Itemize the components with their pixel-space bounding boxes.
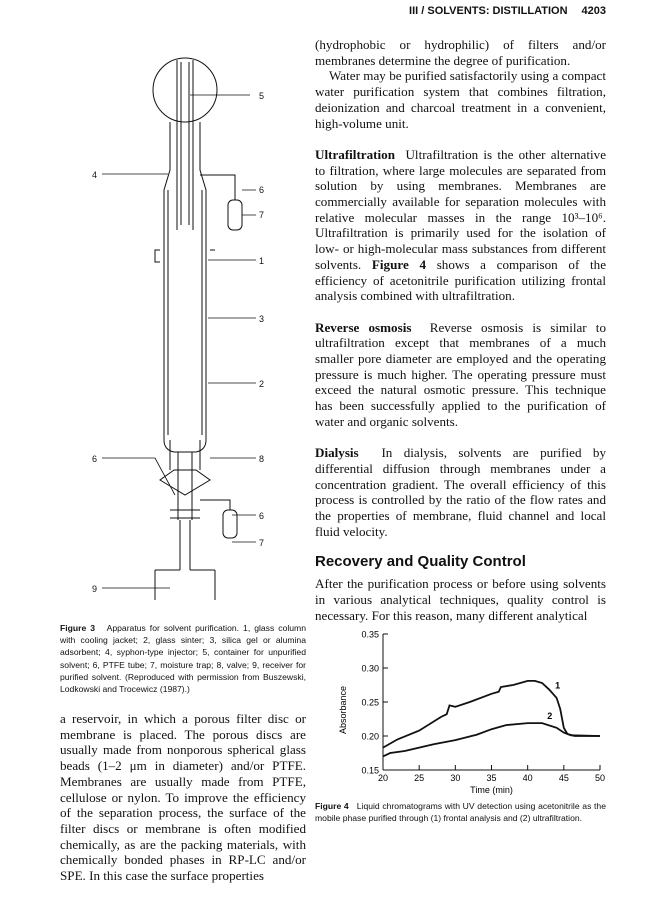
caption-text: Liquid chromatograms with UV detection using acetonitrile as the mobile phase purified through (1) frontal analysis and (2) ultrafiltration.	[315, 801, 606, 824]
subheading: Ultrafiltration	[315, 146, 395, 162]
x-tick-label: 25	[414, 773, 425, 783]
text: Ultrafiltration is the other alternative to filtration, where large molecules are separated from solution by using membranes. Membranes are commercially available for separation molecules with relative molecular masses in the range 10³–10⁶. Ultrafiltration is primarily used for the isolation of low- or high-molecular mass substances from different solvents.	[315, 146, 607, 272]
fig3-label: 7	[259, 538, 265, 548]
caption-label: Figure 3	[60, 623, 96, 633]
series-line-1	[383, 681, 600, 748]
fig3-label: 6	[259, 185, 265, 195]
y-axis-label: Absorbance	[338, 685, 348, 735]
paragraph-dialysis	[315, 445, 606, 539]
subheading: Dialysis	[315, 445, 359, 461]
fig3-label: 5	[259, 91, 265, 101]
x-axis-label: Time (min)	[470, 785, 513, 795]
fig3-label: 7	[259, 210, 265, 220]
series-label: 1	[555, 680, 561, 691]
x-tick-label: 50	[594, 773, 606, 783]
x-tick-label: 45	[558, 773, 569, 783]
running-header	[395, 5, 606, 17]
fig3-label: 3	[259, 314, 265, 324]
x-tick-label: 20	[377, 773, 389, 783]
left-column	[60, 711, 306, 884]
y-tick-label: 0.25	[361, 697, 379, 708]
text: shows a comparison of the efficiency of acetonitrile purification utilizing frontal analysis combined with ultrafiltration.	[315, 256, 607, 304]
figure4-chart	[310, 620, 610, 800]
y-tick-label: 0.15	[361, 765, 379, 776]
fig3-label: 4	[92, 170, 98, 180]
subheading: Reverse osmosis	[315, 319, 412, 335]
fig3-label: 6	[259, 511, 265, 521]
paragraph: Water may be purified satisfactorily using a compact water purification system that combines filtration, deionization and charcoal treatment in a convenient, high-volume unit.	[315, 68, 606, 131]
caption-label: Figure 4	[315, 801, 349, 811]
text: Reverse osmosis is similar to ultrafiltration except that membranes of a much smaller pore diameter are employed and the operating pressure is much higher. The operating pressure must exceed the natural osmotic pressure. This technique has been successfully applied to the purification of water and organic solvents.	[315, 319, 606, 429]
fig3-label: 8	[259, 454, 265, 464]
caption-text: Apparatus for solvent purification. 1, glass column with cooling jacket; 2, glass sinter; 3, silica gel or alumina adsorbent; 4, syphon-type injector; 5, container for unpurified solvent; 6, PTFE tube; 7, moisture trap; 8, valve; 9, receiver for purified solvent. (Reproduced with permission from Buszewski, Lodkowski and Trocewicz (1987).)	[60, 623, 306, 695]
series-label: 2	[547, 711, 553, 721]
figure3-apparatus	[60, 40, 310, 600]
text: In dialysis, solvents are purified by differential diffusion through membranes under a concentration gradient. The overall efficiency of this process is controlled by the ratio of the flow rates and the properties of membrane, fluid channel and local fluid velocity.	[315, 445, 606, 539]
header-section: III / SOLVENTS: DISTILLATION	[409, 5, 568, 17]
series-line-2	[383, 723, 600, 756]
figure-ref: Figure 4	[371, 256, 426, 272]
right-column	[315, 37, 606, 624]
page-number: 4203	[581, 5, 606, 17]
section-title: Recovery and Quality Control	[315, 553, 526, 571]
y-tick-label: 0.30	[361, 663, 379, 674]
y-tick-label: 0.20	[361, 731, 379, 742]
paragraph: a reservoir, in which a porous filter disc or membrane is placed. The porous discs are usually made from nonporous spherical glass beads (1–2 μm in diameter) and/or PTFE. Membranes are usually made from PTFE, cellulose or nylon. To improve the efficiency of the separation process, the surface of the filter discs or membrane is often modified chemically, as are the packing materials, with chemically bonded phases in RP-LC and/or SPE. In this case the surface properties	[60, 711, 306, 884]
fig3-label: 9	[92, 584, 98, 594]
paragraph-ultrafiltration	[315, 147, 606, 304]
figure4-caption	[315, 800, 606, 824]
fig3-label: 1	[259, 256, 265, 266]
figure3-caption	[60, 622, 306, 695]
x-tick-label: 30	[450, 773, 461, 783]
x-tick-label: 40	[522, 773, 533, 783]
x-tick-label: 35	[486, 773, 497, 783]
fig3-label: 6	[92, 454, 98, 464]
paragraph: (hydrophobic or hydrophilic) of filters and/or membranes determine the degree of purification.	[315, 37, 606, 68]
y-tick-label: 0.35	[361, 629, 379, 640]
paragraph: After the purification process or before using solvents in various analytical techniques, quality control is necessary. For this reason, many different analytical	[315, 576, 606, 623]
paragraph-reverse-osmosis	[315, 320, 606, 430]
fig3-label: 2	[259, 379, 265, 389]
